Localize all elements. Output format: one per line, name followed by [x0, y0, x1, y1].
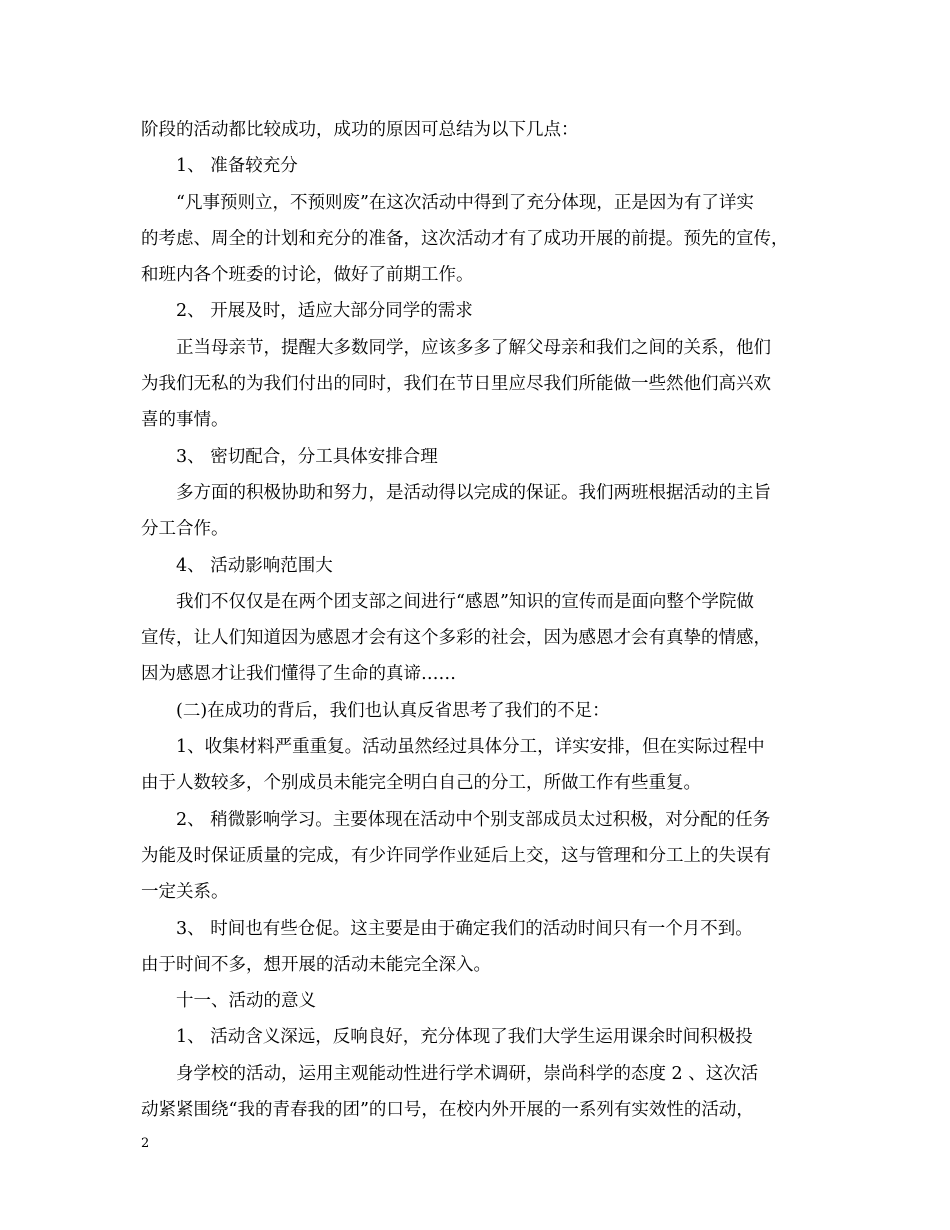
- page-number: 2: [141, 1136, 150, 1151]
- document-body: [141, 112, 821, 1128]
- text-line: 2、 稍微影响学习。主要体现在活动中个别支部成员太过积极，对分配的任务: [176, 809, 771, 830]
- text-line: 1、 准备较充分: [176, 156, 298, 177]
- text-line: 正当母亲节，提醒大多数同学，应该多多了解父母亲和我们之间的关系，他们: [176, 337, 771, 358]
- text-line: 一定关系。: [141, 882, 229, 903]
- text-line: 阶段的活动都比较成功，成功的原因可总结为以下几点：: [141, 120, 579, 140]
- text-line: 1、 活动含义深远，反响良好，充分体现了我们大学生运用课余时间积极投: [176, 1027, 753, 1048]
- text-line: 为我们无私的为我们付出的同时，我们在节日里应尽我们所能做一些然他们高兴欢: [141, 374, 771, 395]
- text-line: 4、 活动影响范围大: [176, 555, 333, 576]
- text-line: 我们不仅仅是在两个团支部之间进行“感恩”知识的宣传而是面向整个学院做: [176, 591, 754, 612]
- text-line: 多方面的积极协助和努力，是活动得以完成的保证。我们两班根据活动的主旨: [176, 482, 771, 503]
- text-line: 1、收集材料严重重复。活动虽然经过具体分工，详实安排，但在实际过程中: [176, 737, 765, 758]
- text-line: (二)在成功的背后，我们也认真反省思考了我们的不足：: [176, 700, 610, 721]
- text-line: 因为感恩才让我们懂得了生命的真谛……: [141, 664, 456, 685]
- text-line: 十一、活动的意义: [176, 991, 316, 1012]
- text-line: 3、 时间也有些仓促。这主要是由于确定我们的活动时间只有一个月不到。: [176, 918, 753, 939]
- text-line: 和班内各个班委的讨论，做好了前期工作。: [141, 265, 474, 286]
- text-line: “凡事预则立，不预则废”在这次活动中得到了充分体现，正是因为有了详实: [176, 192, 754, 213]
- text-line: 分工合作。: [141, 519, 229, 540]
- text-line: 的考虑、周全的计划和充分的准备，这次活动才有了成功开展的前提。预先的宣传，: [141, 228, 789, 249]
- text-line: 动紧紧围绕“我的青春我的团”的口号，在校内外开展的一系列有实效性的活动，: [141, 1100, 754, 1121]
- text-line: 身学校的活动，运用主观能动性进行学术调研，崇尚科学的态度 2 、这次活: [176, 1063, 759, 1084]
- text-line: 喜的事情。: [141, 410, 229, 431]
- text-line: 为能及时保证质量的完成，有少许同学作业延后上交，这与管理和分工上的失误有: [141, 845, 771, 866]
- text-line: 由于时间不多，想开展的活动未能完全深入。: [141, 954, 491, 975]
- text-line: 3、 密切配合，分工具体安排合理: [176, 446, 438, 467]
- text-line: 2、 开展及时，适应大部分同学的需求: [176, 301, 473, 322]
- text-line: 由于人数较多，个别成员未能完全明白自己的分工，所做工作有些重复。: [141, 773, 701, 794]
- text-line: 宣传，让人们知道因为感恩才会有这个多彩的社会，因为感恩才会有真挚的情感，: [141, 628, 771, 649]
